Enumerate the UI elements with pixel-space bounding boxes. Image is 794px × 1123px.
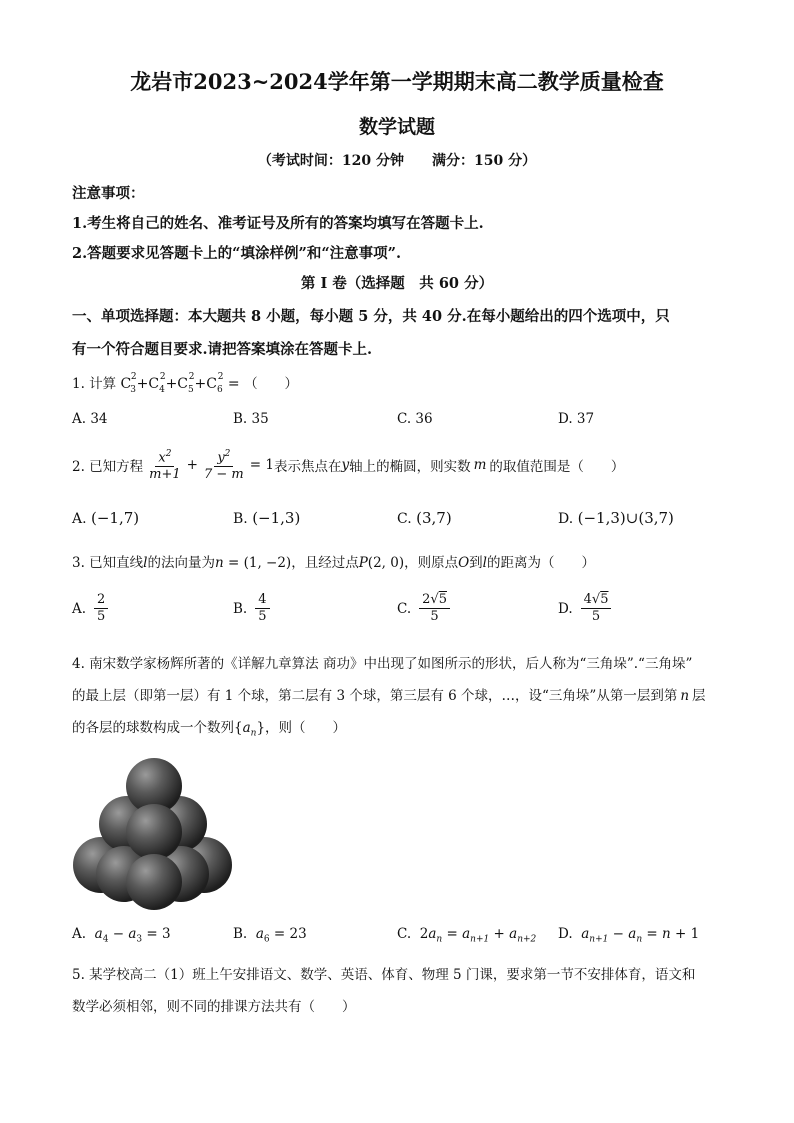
q3-option-c: C. $\frac{2√5}{5}$ bbox=[397, 592, 453, 625]
q4-option-d: D. $a_{n+1} - a_n = n + 1$ bbox=[558, 926, 700, 945]
q2-suffix: 的取值范围是（ ） bbox=[489, 458, 625, 475]
question-2: 2. 已知方程 $\frac{x^2}{m+1}$ + $\frac{y^2}{7 - m}$ = 1 表示焦点在 y 轴上的椭圆，则实数 m 的取值范围是（ ） bbox=[72, 446, 624, 483]
q1-suffix: （ ） bbox=[244, 376, 299, 392]
ball bbox=[126, 854, 182, 910]
q5-line-1: 5. 某学校高二（1）班上午安排语文、数学、英语、体育、物理 5 门课，要求第一节不安排体育，语文和 bbox=[72, 967, 696, 983]
q2-fraction-2: $\frac{y^2}{7 - m}$ bbox=[201, 446, 247, 483]
exam-info: （考试时间：120 分钟 满分：150 分） bbox=[257, 153, 537, 169]
q4-line-1: 4. 南宋数学家杨辉所著的《详解九章算法 商功》中出现了如图所示的形状，后人称为“三角垛”.“三角垛” bbox=[72, 656, 693, 672]
q1-formula: $C_3^2+C_4^2+C_5^2+C_6^2$ = bbox=[120, 372, 245, 395]
q1-option-d: D. 37 bbox=[558, 411, 595, 427]
q2-option-b: B. (−1,3) bbox=[233, 509, 301, 527]
question-3: 3. 已知直线l的法向量为n = (1, −2)，且经过点P(2, 0)，则原点O到l的距离为（ ） bbox=[72, 555, 595, 571]
q3-option-b: B. $\frac{4}{5}$ bbox=[233, 592, 273, 625]
q2-prefix: 2. 已知方程 bbox=[72, 458, 144, 475]
q5-line-2: 数学必须相邻，则不同的排课方法共有（ ） bbox=[72, 999, 356, 1015]
page-subtitle: 数学试题 bbox=[358, 116, 435, 138]
q2-fraction-1: $\frac{x^2}{m+1}$ bbox=[146, 446, 184, 483]
part-instructions-line2: 有一个符合题目要求.请把答案填涂在答题卡上. bbox=[72, 341, 373, 358]
triangular-ball-pile-figure bbox=[68, 752, 238, 912]
q4-line-3: 的各层的球数构成一个数列$\{a_n\}$，则（ ） bbox=[72, 720, 347, 739]
q3-option-d: D. $\frac{4√5}{5}$ bbox=[558, 592, 614, 625]
q2-mid2: 轴上的椭圆，则实数 bbox=[349, 458, 471, 475]
q4-line-2: 的最上层（即第一层）有 1 个球，第二层有 3 个球，第三层有 6 个球，…，设“三角垛”从第一层到第 n 层 bbox=[72, 688, 706, 704]
note-item-2: 2.答题要求见答题卡上的“填涂样例”和“注意事项”. bbox=[72, 245, 402, 262]
q2-option-d: D. (−1,3)∪(3,7) bbox=[558, 509, 674, 527]
q1-prefix: 1. 计算 bbox=[72, 376, 117, 392]
q3-option-a: A. $\frac{2}{5}$ bbox=[72, 592, 111, 625]
q2-option-c: C. (3,7) bbox=[397, 509, 452, 527]
q1-option-c: C. 36 bbox=[397, 411, 433, 427]
notes-heading: 注意事项： bbox=[72, 185, 145, 202]
q1-option-b: B. 35 bbox=[233, 411, 269, 427]
part-instructions-line1: 一、单项选择题：本大题共 8 小题，每小题 5 分，共 40 分.在每小题给出的四个选项中，只 bbox=[72, 308, 670, 325]
q1-option-a: A. 34 bbox=[72, 411, 108, 427]
ball bbox=[126, 804, 182, 860]
q2-option-a: A. (−1,7) bbox=[72, 509, 140, 527]
q4-option-b: B. $a_6 = 23$ bbox=[233, 926, 307, 945]
q4-option-a: A. $a_4 - a_3 = 3$ bbox=[72, 926, 171, 945]
q2-mid: 表示焦点在 bbox=[273, 458, 342, 475]
section-title: 第 I 卷（选择题 共 60 分） bbox=[300, 275, 494, 292]
q4-option-c: C. $2a_n = a_{n+1} + a_{n+2}$ bbox=[397, 926, 537, 945]
note-item-1: 1.考生将自己的姓名、准考证号及所有的答案均填写在答题卡上. bbox=[72, 215, 484, 232]
page-title: 龙岩市2023~2024学年第一学期期末高二教学质量检查 bbox=[130, 69, 664, 94]
question-1 bbox=[72, 372, 298, 395]
